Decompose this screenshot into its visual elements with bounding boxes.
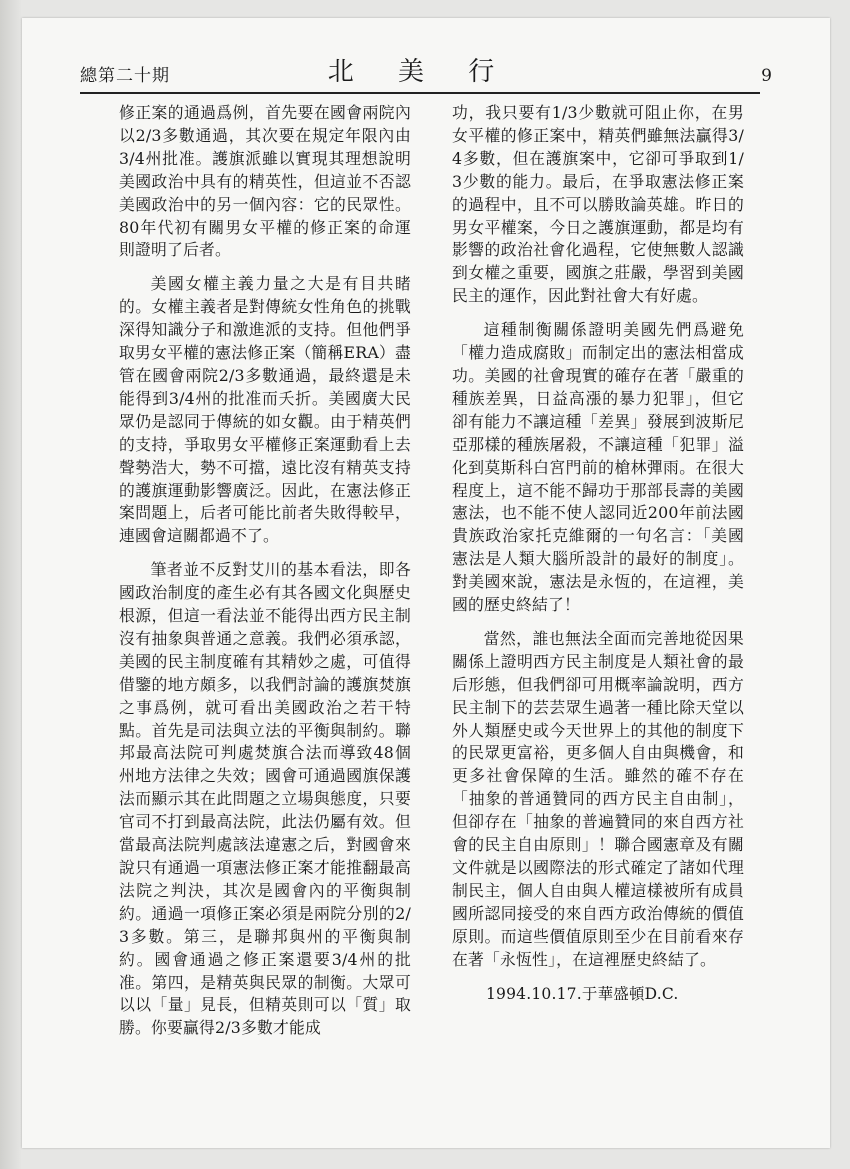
right-column	[452, 102, 744, 1005]
document-page	[22, 18, 830, 1148]
paragraph: 美國女權主義力量之大是有目共睹的。女權主義者是對傳統女性角色的挑戰深得知識分子和激進派的支持。但他們爭取男女平權的憲法修正案（簡稱ERA）盡管在國會兩院2/3多數通過，最終還是未能得到3/4州的批准而夭折。美國廣大民眾仍是認同于傳統的如女觀。由于精英們的支持，爭取男女平權修正案運動看上去聲勢浩大，勢不可擋，遠比沒有精英支持的護旗運動影響廣泛。因此，在憲法修正案問題上，后者可能比前者失敗得較早，連國會這關都過不了。	[119, 274, 411, 546]
issue-number: 總第二十期	[80, 66, 170, 86]
paragraph: 功，我只要有1/3少數就可阻止你，在男女平權的修正案中，精英們雖無法贏得3/4多數，但在護旗案中，它卻可爭取到1/3少數的能力。最后，在爭取憲法修正案的過程中，且不可以勝敗論英雄。昨日的男女平權案，今日之護旗運動，都是均有影響的政治社會化過程，它使無數人認識到女權之重要，國旗之莊嚴，學習到美國民主的運作，因此對社會大有好處。	[452, 103, 744, 306]
page-header	[80, 48, 772, 94]
paragraph: 當然，誰也無法全面而完善地從因果關係上證明西方民主制度是人類社會的最后形態，但我們卻可用概率論說明，西方民主制下的芸芸眾生過著一種比除天堂以外人類歷史或今天世界上的其他的制度下的民眾更富裕，更多個人自由與機會，和更多社會保障的生活。雖然的確不存在「抽象的普通贊同的西方民主自由制」，但卻存在「抽象的普遍贊同的來自西方社會的民主自由原則」！聯合國憲章及有關文件就是以國際法的形式確定了諸如代理制民主，個人自由與人權這樣被所有成員國所認同接受的來自西方政治傳統的價值原則。而這些價值原則至少在目前看來存在著「永恆性」，在這裡歷史終結了。	[452, 628, 744, 969]
publication-title: 北 美 行	[327, 57, 513, 87]
paragraph: 修正案的通過爲例，首先要在國會兩院內以2/3多數通過，其次要在規定年限內由3/4州批准。護旗派雖以實現其理想說明美國政治中具有的精英性，但這並不否認美國政治中的另一個內容：它的民眾性。80年代初有關男女平權的修正案的命運則證明了后者。	[119, 103, 411, 260]
paragraph: 這種制衡關係證明美國先們爲避免「權力造成腐敗」而制定出的憲法相當成功。美國的社會現實的確存在著「嚴重的種族差異，日益高漲的暴力犯罪」，但它卻有能力不讓這種「差異」發展到波斯尼亞那樣的種族屠殺，不讓這種「犯罪」溢化到莫斯科白宮門前的槍林彈雨。在很大程度上，這不能不歸功于那部長壽的美國憲法，也不能不使人認同近200年前法國貴族政治家托克維爾的一句名言：「美國憲法是人類大腦所設計的最好的制度」。對美國來說，憲法是永恆的，在這裡，美國的歷史終結了！	[452, 320, 744, 615]
date-signoff: 1994.10.17.于華盛頓D.C.	[486, 984, 679, 1003]
scan-edge	[0, 0, 22, 1169]
left-column	[119, 102, 411, 1051]
paragraph: 筆者並不反對艾川的基本看法，即各國政治制度的產生必有其各國文化與歷史根源，但這一看法並不能得出西方民主制沒有抽象與普通之意義。我們必須承認，美國的民主制度確有其精妙之處，可值得借鑒的地方頗多，以我們討論的護旗焚旗之事爲例，就可看出美國政治之若干特點。首先是司法與立法的平衡與制約。聯邦最高法院可判處焚旗合法而導致48個州地方法律之失效；國會可通過國旗保護法而顯示其在此問題之立場與態度，只要官司不打到最高法院，此法仍屬有效。但當最高法院判處該法違憲之后，對國會來說只有通過一項憲法修正案才能推翻最高法院之判決，其次是國會內的平衡與制約。通過一項修正案必須是兩院分別的2/3多數。第三，是聯邦與州的平衡與制約。國會通過之修正案還要3/4州的批准。第四，是精英與民眾的制衡。大眾可以以「量」見長，但精英則可以「質」取勝。你要贏得2/3多數才能成	[119, 560, 411, 1038]
page-number: 9	[761, 66, 772, 86]
